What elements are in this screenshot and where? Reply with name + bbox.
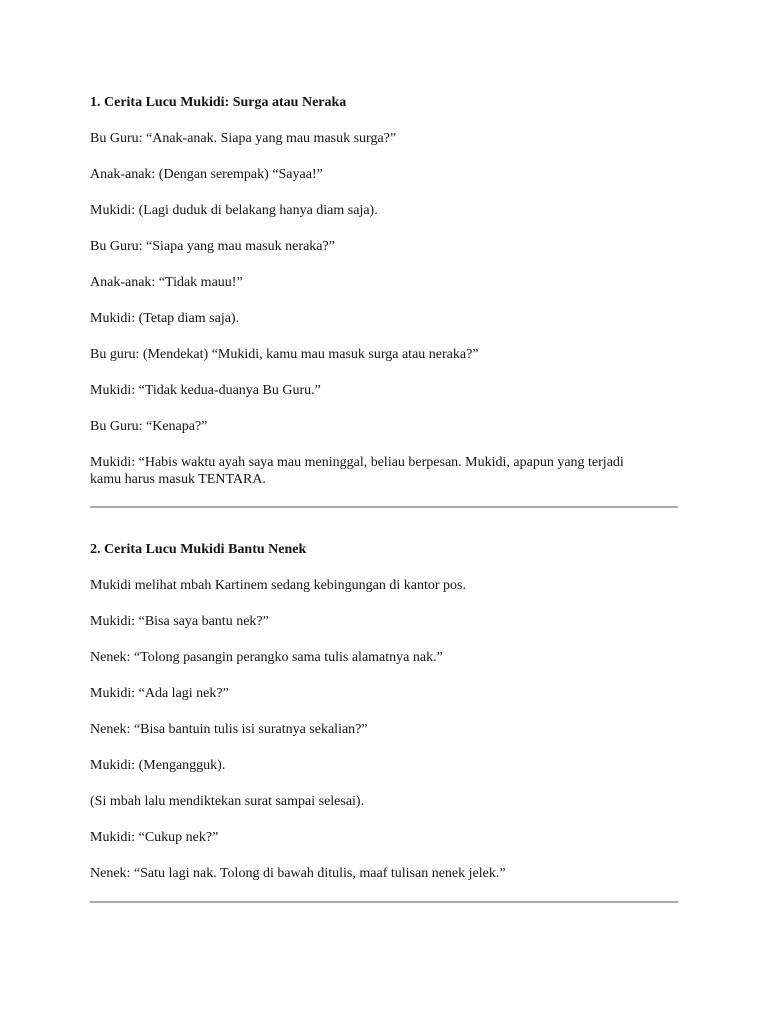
dialogue-line: Mukidi: (Mengangguk). [90, 758, 226, 773]
dialogue-line: Mukidi: (Lagi duduk di belakang hanya diam saja). [90, 203, 378, 218]
dialogue-line-part: kamu harus masuk TENTARA. [90, 472, 266, 487]
dialogue-line: Bu guru: (Mendekat) “Mukidi, kamu mau masuk surga atau neraka?” [90, 347, 479, 362]
section-heading: 1. Cerita Lucu Mukidi: Surga atau Neraka [90, 95, 347, 110]
dialogue-line: Bu Guru: “Siapa yang mau masuk neraka?” [90, 239, 335, 254]
dialogue-line: Mukidi: (Tetap diam saja). [90, 311, 240, 326]
story-section-surga-atau-neraka [90, 94, 680, 507]
dialogue-line: Nenek: “Bisa bantuin tulis isi suratnya sekalian?” [90, 722, 368, 737]
section-divider [90, 506, 678, 508]
dialogue-line: Nenek: “Tolong pasangin perangko sama tulis alamatnya nak.” [90, 650, 443, 665]
story-section-bantu-nenek [90, 541, 680, 901]
dialogue-line-part: Mukidi: “Habis waktu ayah saya mau meninggal, beliau berpesan. Mukidi, apapun yang terjadi [90, 455, 624, 470]
dialogue-line: Mukidi melihat mbah Kartinem sedang kebingungan di kantor pos. [90, 578, 466, 593]
dialogue-line: Anak-anak: (Dengan serempak) “Sayaa!” [90, 167, 323, 182]
dialogue-line: Mukidi: “Ada lagi nek?” [90, 686, 229, 701]
dialogue-line: Bu Guru: “Kenapa?” [90, 419, 208, 434]
dialogue-paragraph-wrapped [90, 454, 680, 488]
dialogue-line: Nenek: “Satu lagi nak. Tolong di bawah ditulis, maaf tulisan nenek jelek.” [90, 866, 506, 881]
dialogue-line: Mukidi: “Cukup nek?” [90, 830, 219, 845]
dialogue-line: (Si mbah lalu mendiktekan surat sampai selesai). [90, 794, 365, 809]
dialogue-line: Mukidi: “Bisa saya bantu nek?” [90, 614, 269, 629]
dialogue-line: Anak-anak: “Tidak mauu!” [90, 275, 243, 290]
dialogue-line: Mukidi: “Tidak kedua-duanya Bu Guru.” [90, 383, 321, 398]
dialogue-line: Bu Guru: “Anak-anak. Siapa yang mau masuk surga?” [90, 131, 397, 146]
section-heading: 2. Cerita Lucu Mukidi Bantu Nenek [90, 542, 307, 557]
section-divider [90, 901, 678, 903]
